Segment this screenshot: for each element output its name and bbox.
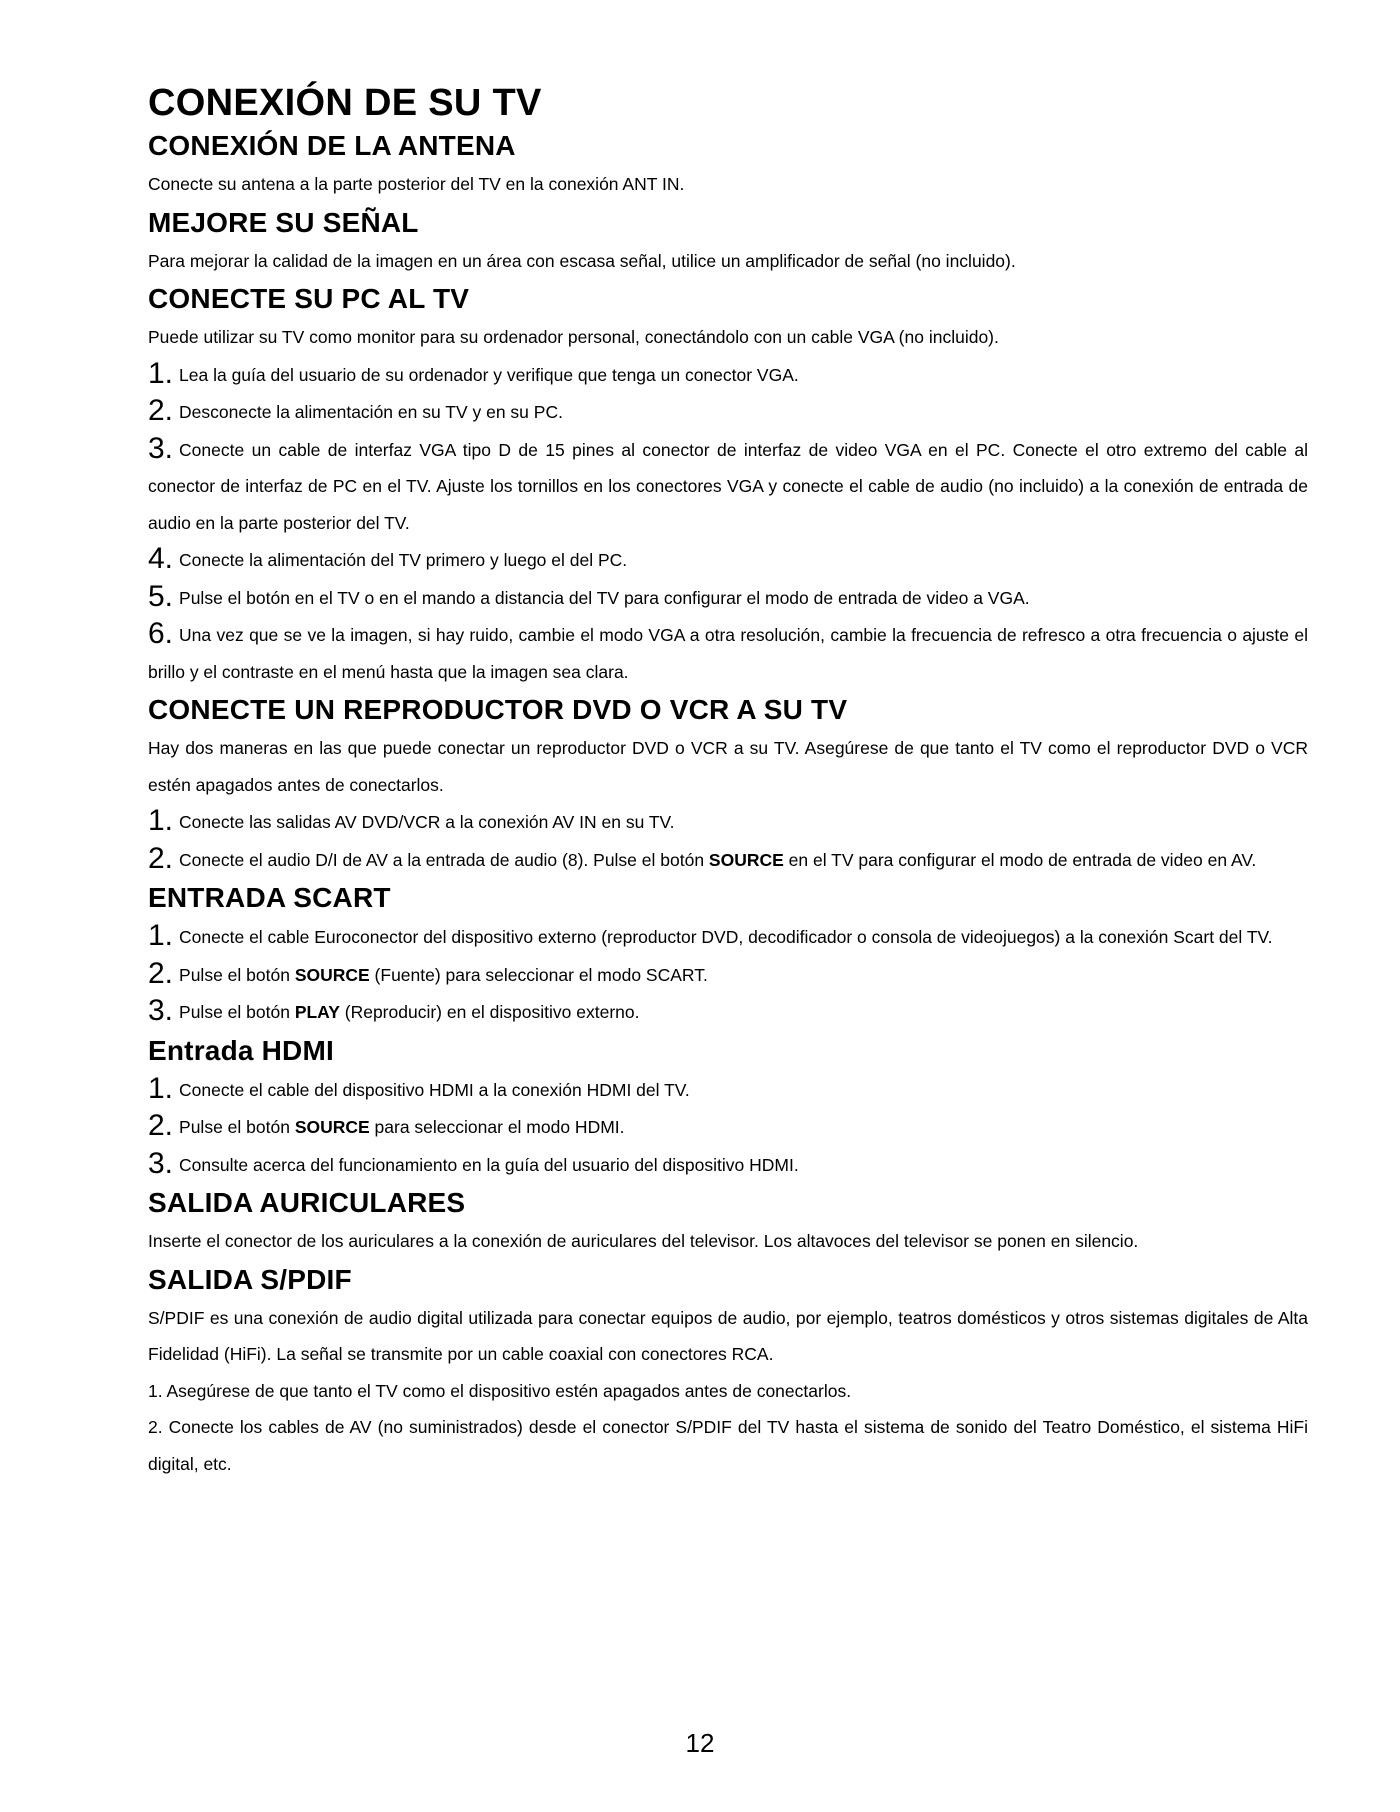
pc-step-2: 2. Desconecte la alimentación en su TV y en su PC. xyxy=(148,394,563,427)
antena-text: Conecte su antena a la parte posterior del TV en la conexión ANT IN. xyxy=(148,174,685,194)
dvd-step-1: 1. Conecte las salidas AV DVD/VCR a la conexión AV IN en su TV. xyxy=(148,804,675,837)
pc-step-5: 5. Pulse el botón en el TV o en el mando a distancia del TV para configurar el modo de entrada de video a VGA. xyxy=(148,579,1030,613)
page-number: 12 xyxy=(685,1728,715,1758)
pc-step-1: 1. Lea la guía del usuario de su ordenador y verifique que tenga un conector VGA. xyxy=(148,356,799,390)
dvd-step-2: 2. Conecte el audio D/I de AV a la entrada de audio (8). Pulse el botón SOURCE en el TV para configurar el modo de entrada de video en AV. xyxy=(148,841,1257,875)
page-title: CONEXIÓN DE SU TV xyxy=(148,82,542,124)
heading-hdmi: Entrada HDMI xyxy=(148,1034,334,1066)
auriculares-text: Inserte el conector de los auriculares a la conexión de auriculares del televisor. Los altavoces del televisor se ponen en silencio. xyxy=(148,1231,1139,1251)
heading-senal: MEJORE SU SEÑAL xyxy=(148,206,419,238)
spdif-item-2: 2. Conecte los cables de AV (no suministrados) desde el conector S/PDIF del TV hasta el sistema de sonido del Teatro Doméstico, el sistema HiFi digital, etc. xyxy=(148,1417,1308,1474)
heading-pc: CONECTE SU PC AL TV xyxy=(148,283,470,314)
page-content xyxy=(148,80,1308,1482)
pc-step-3: 3. Conecte un cable de interfaz VGA tipo D de 15 pines al conector de interfaz de video VGA en el PC. Conecte el otro extremo del cable al conector de interfaz de PC en el TV. Ajuste los tornillos en los conectores VGA y conecte el cable de audio (no incluido) a la conexión de entrada de audio en la parte posterior del TV. xyxy=(148,431,1308,533)
heading-dvd: CONECTE UN REPRODUCTOR DVD O VCR A SU TV xyxy=(148,694,848,725)
hdmi-step-2: 2. Pulse el botón SOURCE para seleccionar el modo HDMI. xyxy=(148,1109,625,1142)
dvd-intro: Hay dos maneras en las que puede conectar un reproductor DVD o VCR a su TV. Asegúrese de que tanto el TV como el reproductor DVD o VCR estén apagados antes de conectarlos. xyxy=(148,738,1308,795)
spdif-item-1: 1. Asegúrese de que tanto el TV como el dispositivo estén apagados antes de conectarlos. xyxy=(148,1380,852,1401)
hdmi-step-3: 3. Consulte acerca del funcionamiento en la guía del usuario del dispositivo HDMI. xyxy=(148,1146,799,1180)
heading-auriculares: SALIDA AURICULARES xyxy=(148,1187,466,1218)
pc-intro: Puede utilizar su TV como monitor para su ordenador personal, conectándolo con un cable VGA (no incluido). xyxy=(148,327,999,347)
scart-step-1: 1. Conecte el cable Euroconector del dispositivo externo (reproductor DVD, decodificador o consola de videojuegos) a la conexión Scart del TV. xyxy=(148,919,1273,952)
hdmi-step-1: 1. Conecte el cable del dispositivo HDMI a la conexión HDMI del TV. xyxy=(148,1071,690,1105)
heading-antena: CONEXIÓN DE LA ANTENA xyxy=(148,130,516,161)
senal-text: Para mejorar la calidad de la imagen en un área con escasa señal, utilice un amplificador de señal (no incluido). xyxy=(148,250,1016,271)
pc-step-6: 6. Una vez que se ve la imagen, si hay ruido, cambie el modo VGA a otra resolución, cambie la frecuencia de refresco a otra frecuencia o ajuste el brillo y el contraste en el menú hasta que la imagen sea clara. xyxy=(148,617,1308,682)
scart-step-3: 3. Pulse el botón PLAY (Reproducir) en el dispositivo externo. xyxy=(148,994,640,1027)
pc-step-4: 4. Conecte la alimentación del TV primero y luego el del PC. xyxy=(148,542,628,575)
heading-spdif: SALIDA S/PDIF xyxy=(148,1263,352,1295)
scart-step-2: 2. Pulse el botón SOURCE (Fuente) para seleccionar el modo SCART. xyxy=(148,956,708,990)
spdif-intro: S/PDIF es una conexión de audio digital utilizada para conectar equipos de audio, por ejemplo, teatros domésticos y otros sistemas digitales de Alta Fidelidad (HiFi). La señal se transmite por un cable coaxial con conectores RCA. xyxy=(148,1307,1308,1364)
heading-scart: ENTRADA SCART xyxy=(148,882,391,913)
